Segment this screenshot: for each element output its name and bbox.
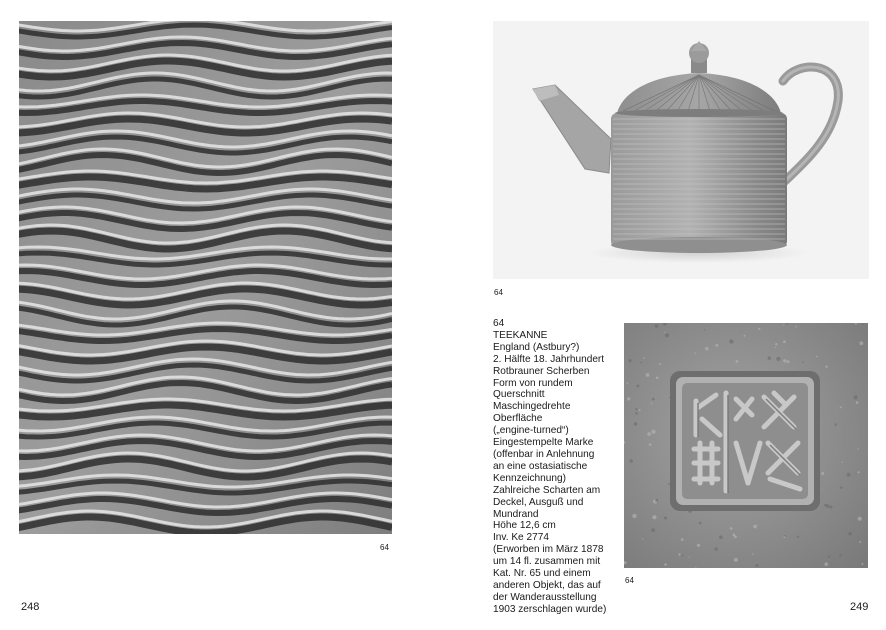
catalog-line: 64 [493, 318, 505, 329]
catalog-line: 2. Hälfte 18. Jahrhundert [493, 353, 605, 365]
teapot-photo [493, 21, 869, 279]
catalog-line: der Wanderausstellung [493, 591, 597, 603]
catalog-line: Deckel, Ausguß und [493, 496, 584, 508]
catalog-line: anderen Objekt, das auf [493, 579, 601, 591]
catalog-line: Höhe 12,6 cm [493, 520, 556, 532]
catalog-line: Querschnitt [493, 389, 545, 401]
left-page-number: 248 [21, 601, 40, 613]
catalog-line: England (Astbury?) [493, 341, 580, 353]
catalog-line: Oberfläche [493, 413, 543, 425]
catalog-line: Maschingedrehte [493, 401, 571, 413]
catalog-line: an eine ostasiatische [493, 460, 588, 472]
catalog-line: Zahlreiche Scharten am [493, 484, 601, 496]
catalog-line: Eingestempelte Marke [493, 437, 594, 449]
catalog-line: („engine-turned“) [493, 425, 569, 437]
catalog-line: Mundrand [493, 508, 539, 520]
catalog-line: TEEKANNE [493, 329, 548, 341]
catalog-entry-text [493, 318, 621, 616]
left-photo-caption-number: 64 [380, 543, 389, 552]
catalog-line: 1903 zerschlagen wurde) [493, 603, 607, 615]
engine-turned-surface-photo [19, 21, 392, 534]
stamp-caption-number: 64 [625, 576, 634, 585]
catalog-line: (offenbar in Anlehnung [493, 448, 595, 460]
catalog-line: Kat. Nr. 65 und einem [493, 568, 591, 580]
stamped-mark-photo [624, 323, 868, 568]
teapot-caption-number: 64 [494, 288, 503, 297]
catalog-line: Kennzeichnung) [493, 472, 566, 484]
catalog-line: um 14 fl. zusammen mit [493, 556, 601, 568]
catalog-line: (Erworben im März 1878 [493, 544, 604, 556]
catalog-line: Form von rundem [493, 377, 573, 389]
catalog-line: Rotbrauner Scherben [493, 365, 590, 377]
right-page-number: 249 [850, 601, 869, 613]
catalog-line: Inv. Ke 2774 [493, 532, 549, 544]
